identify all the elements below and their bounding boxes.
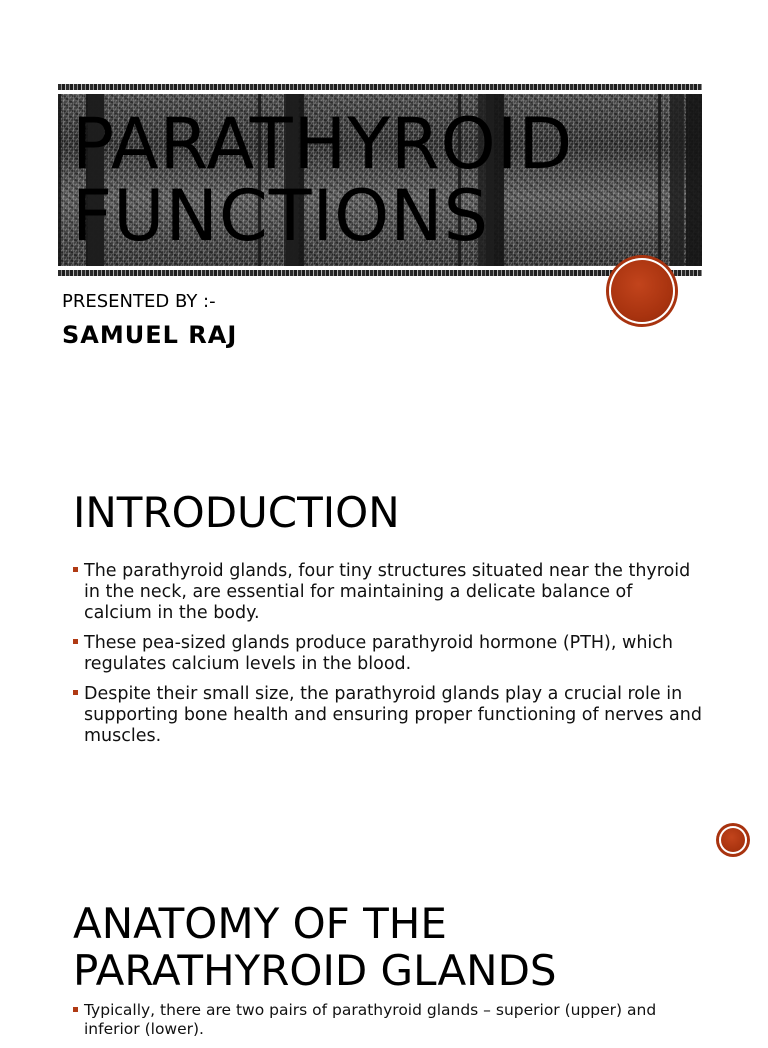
banner-bottom-rule [58,270,702,276]
bullet-square-icon [73,1007,78,1012]
introduction-bullet-list [72,561,702,756]
anatomy-slide [0,864,768,1038]
banner-stripe [670,94,684,266]
presenter-name: SAMUEL RAJ [62,321,238,349]
accent-circle-icon [719,826,747,854]
accent-circle-icon [609,258,675,324]
anatomy-bullet-list [72,1001,702,1048]
bullet-square-icon [73,639,78,644]
introduction-slide [0,432,768,864]
title-slide [0,0,768,432]
anatomy-heading [73,900,557,994]
introduction-heading: INTRODUCTION [73,488,400,537]
presentation-title [72,103,574,257]
presented-by-label: PRESENTED BY :- [62,291,216,312]
anatomy-heading-line-2: PARATHYROID GLANDS [73,946,557,995]
bullet-square-icon [73,690,78,695]
banner-top-rule [58,84,702,90]
bullet-text: Despite their small size, the parathyroid glands play a crucial role in supporting bone health and ensuring proper functioning of nerves and muscles. [84,684,702,746]
list-item [72,633,702,675]
bullet-text: Typically, there are two pairs of parathyroid glands – superior (upper) and inferior (lower). [84,1001,657,1038]
title-line-2: FUNCTIONS [72,175,490,257]
bullet-text: These pea-sized glands produce parathyroid hormone (PTH), which regulates calcium levels in the blood. [84,633,673,674]
list-item [72,1001,702,1039]
title-banner [58,84,702,276]
list-item [72,684,702,747]
bullet-square-icon [73,567,78,572]
anatomy-heading-line-1: ANATOMY OF THE [73,899,447,948]
bullet-text: The parathyroid glands, four tiny structures situated near the thyroid in the neck, are essential for maintaining a delicate balance of calcium in the body. [84,561,691,623]
list-item [72,561,702,624]
title-line-1: PARATHYROID [72,103,574,185]
